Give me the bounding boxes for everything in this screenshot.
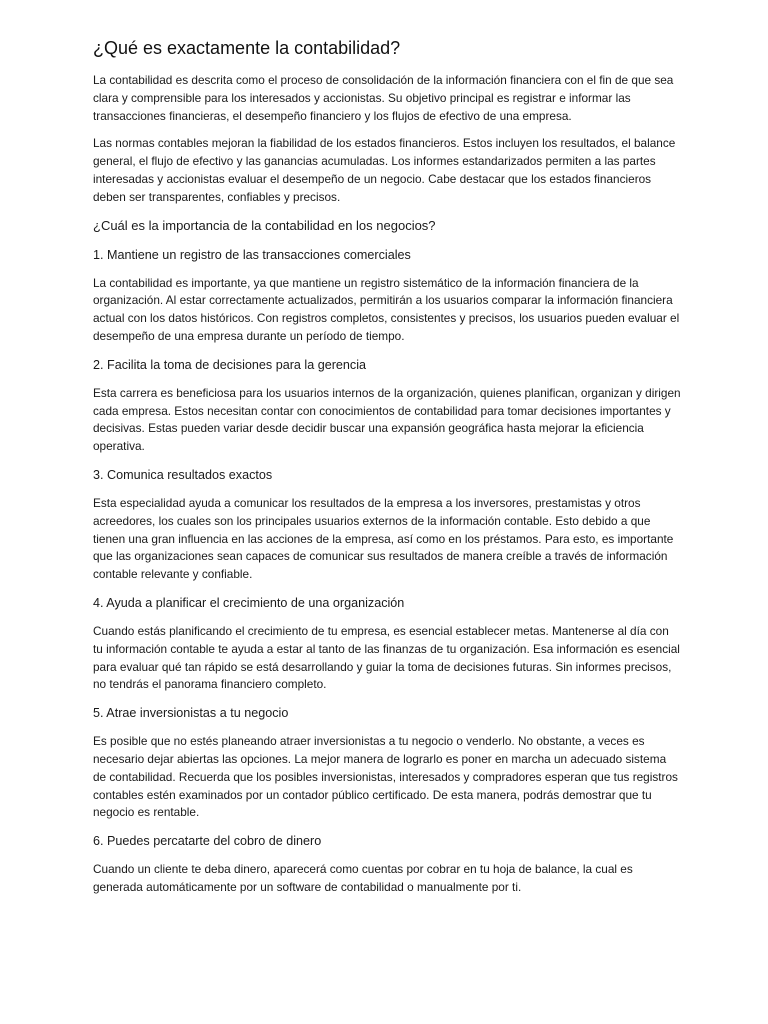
section-2 bbox=[93, 356, 681, 456]
section-heading: 3. Comunica resultados exactos bbox=[93, 467, 273, 482]
section-heading: 6. Puedes percatarte del cobro de dinero bbox=[93, 834, 322, 849]
page-title: ¿Qué es exactamente la contabilidad? bbox=[93, 38, 401, 58]
section-paragraph: Esta especialidad ayuda a comunicar los resultados de la empresa a los inversores, prestamistas y otros acreedores, los cuales son los principales usuarios externos de la información contable. Esto debido a que tienen una gran influencia en las acciones de la empresa, así como en los préstamos. Para esto, es importante que las organizaciones sean capaces de comunicar sus resultados de manera creíble a través de información contable relevante y confiable. bbox=[93, 495, 674, 582]
section-paragraph: Cuando un cliente te deba dinero, aparecerá como cuentas por cobrar en tu hoja de balance, la cual es generada automáticamente por un software de contabilidad o manualmente por ti. bbox=[93, 862, 633, 894]
section-paragraph: Cuando estás planificando el crecimiento de tu empresa, es esencial establecer metas. Mantenerse al día con tu información contable te ayuda a estar al tanto de las finanzas de tu organización. Esa información es esencial para evaluar qué tan rápido se está desarrollando y guiar la toma de decisiones futuras. Sin informes precisos, no tendrás el panorama financiero completo. bbox=[93, 623, 680, 692]
section-heading: 1. Mantiene un registro de las transacciones comerciales bbox=[93, 247, 411, 262]
intro-paragraph-2: Las normas contables mejoran la fiabilidad de los estados financieros. Estos incluyen los resultados, el balance general, el flujo de efectivo y las ganancias acumuladas. Los informes estandarizados permiten a las partes interesadas y accionistas evaluar el desempeño de un negocio. Cabe destacar que los estados financieros deben ser transparentes, confiables y precisos. bbox=[93, 136, 676, 204]
section-3 bbox=[93, 466, 681, 584]
section-paragraph: Es posible que no estés planeando atraer inversionistas a tu negocio o venderlo. No obstante, a veces es necesario dejar abiertas las opciones. La mejor manera de lograrlo es poner en marcha un adecuado sistema de contabilidad. Recuerda que los posibles inversionistas, interesados y compradores esperan que tus registros contables estén examinados por un contador público certificado. De esta manera, podrás demostrar que tu negocio es rentable. bbox=[93, 734, 678, 820]
document-page bbox=[93, 36, 681, 907]
section-heading: 5. Atrae inversionistas a tu negocio bbox=[93, 706, 289, 721]
section-paragraph: La contabilidad es importante, ya que mantiene un registro sistemático de la información financiera de la organización. Al estar correctamente actualizados, permitirán a los usuarios comparar la información financiera actual con los datos históricos. Con registros completos, consistentes y precisos, los usuarios pueden evaluar el desempeño de una empresa durante un período de tiempo. bbox=[93, 275, 680, 343]
section-question: ¿Cuál es la importancia de la contabilidad en los negocios? bbox=[93, 217, 436, 233]
section-6 bbox=[93, 832, 681, 897]
section-paragraph: Esta carrera es beneficiosa para los usuarios internos de la organización, quienes planifican, organizan y dirigen cada empresa. Estos necesitan contar con conocimientos de contabilidad para tomar decisiones importantes y decisivas. Estas pueden variar desde decidir buscar una expansión geográfica hasta mejorar la eficiencia operativa. bbox=[93, 385, 681, 454]
section-4 bbox=[93, 594, 681, 694]
section-5 bbox=[93, 704, 681, 822]
intro-paragraph-1: La contabilidad es descrita como el proceso de consolidación de la información financiera con el fin de que sea clara y comprensible para los interesados y accionistas. Su objetivo principal es registrar e informar las transacciones financieras, el desempeño financiero y los flujos de efectivo de una empresa. bbox=[93, 73, 674, 123]
section-heading: 4. Ayuda a planificar el crecimiento de una organización bbox=[93, 595, 405, 610]
section-heading: 2. Facilita la toma de decisiones para la gerencia bbox=[93, 357, 367, 372]
section-1 bbox=[93, 246, 681, 346]
